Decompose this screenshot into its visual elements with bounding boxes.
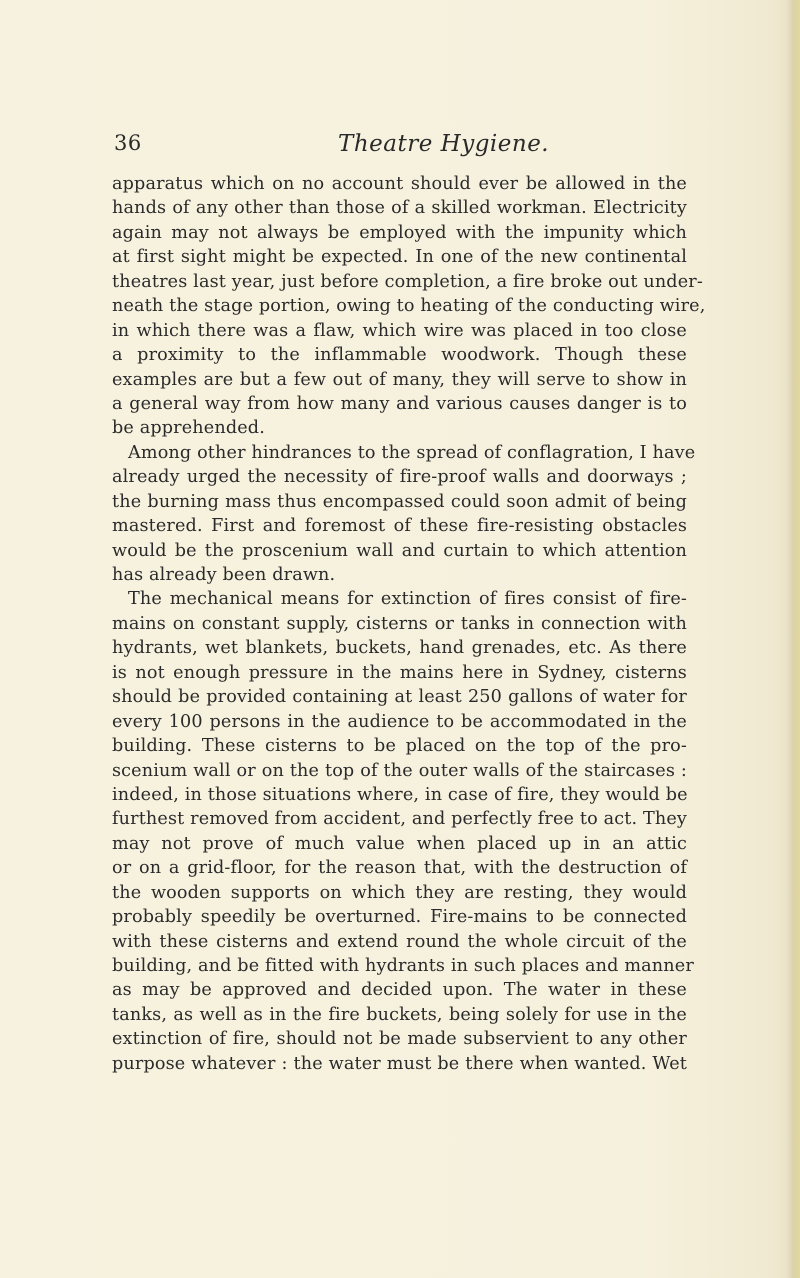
page-edge-shadow <box>786 0 800 1278</box>
text-line: with these cisterns and extend round the whole circuit of the <box>112 931 687 952</box>
text-line: examples are but a few out of many, they will serve to show in <box>112 369 687 390</box>
text-line: in which there was a flaw, which wire was placed in too close <box>112 320 687 341</box>
text-line: indeed, in those situations where, in case of fire, they would be <box>112 784 688 805</box>
text-line: a proximity to the inflammable woodwork. Though these <box>112 345 687 366</box>
text-line: or on a grid-floor, for the reason that, with the destruction of <box>112 858 687 879</box>
text-line: furthest removed from accident, and perfectly free to act. They <box>112 809 687 830</box>
text-line: should be provided containing at least 250 gallons of water for <box>112 687 687 708</box>
text-line: tanks, as well as in the fire buckets, being solely for use in the <box>112 1004 687 1025</box>
text-line: would be the proscenium wall and curtain to which attention <box>112 540 687 561</box>
text-line: hands of any other than those of a skilled workman. Electricity <box>112 198 687 219</box>
text-line: again may not always be employed with the impunity which <box>112 222 687 243</box>
text-line: extinction of fire, should not be made subservient to any other <box>112 1029 687 1050</box>
text-line: purpose whatever : the water must be there when wanted. Wet <box>112 1053 687 1074</box>
text-line: theatres last year, just before completion, a fire broke out under- <box>112 271 703 292</box>
text-line: may not prove of much value when placed up in an attic <box>112 833 687 854</box>
text-line: mains on constant supply, cisterns or tanks in connection with <box>112 613 687 634</box>
text-line: the wooden supports on which they are resting, they would <box>112 882 687 903</box>
page-number: 36 <box>114 131 142 155</box>
text-line: apparatus which on no account should ever be allowed in the <box>112 174 687 194</box>
body-text <box>112 172 706 1076</box>
text-line: as may be approved and decided upon. The water in these <box>112 980 687 1001</box>
text-line: building, and be fitted with hydrants in such places and manner <box>112 956 694 976</box>
text-line: a general way from how many and various causes danger is to <box>112 393 687 414</box>
text-line: mastered. First and foremost of these fire-resisting obstacles <box>112 516 687 537</box>
text-line: be apprehended. <box>112 418 265 439</box>
text-line: Among other hindrances to the spread of conflagration, I have <box>128 442 696 463</box>
text-line: neath the stage portion, owing to heating of the conducting wire, <box>112 296 706 317</box>
text-line: scenium wall or on the top of the outer walls of the staircases : <box>112 760 687 781</box>
text-line: every 100 persons in the audience to be accommodated in the <box>112 711 687 732</box>
text-line: building. These cisterns to be placed on the top of the pro- <box>112 736 687 757</box>
text-line: the burning mass thus encompassed could soon admit of being <box>112 491 687 512</box>
text-line: has already been drawn. <box>112 565 336 585</box>
text-line: hydrants, wet blankets, buckets, hand grenades, etc. As there <box>112 638 687 659</box>
text-line: probably speedily be overturned. Fire-mains to be connected <box>112 907 687 928</box>
page-header <box>114 131 684 163</box>
text-line: already urged the necessity of fire-proof walls and doorways ; <box>112 467 687 488</box>
text-line: at first sight might be expected. In one of the new continental <box>112 247 687 268</box>
running-title: Theatre Hygiene. <box>338 131 550 157</box>
text-line: is not enough pressure in the mains here in Sydney, cisterns <box>112 662 687 683</box>
text-line: The mechanical means for extinction of fires consist of fire- <box>128 589 687 610</box>
